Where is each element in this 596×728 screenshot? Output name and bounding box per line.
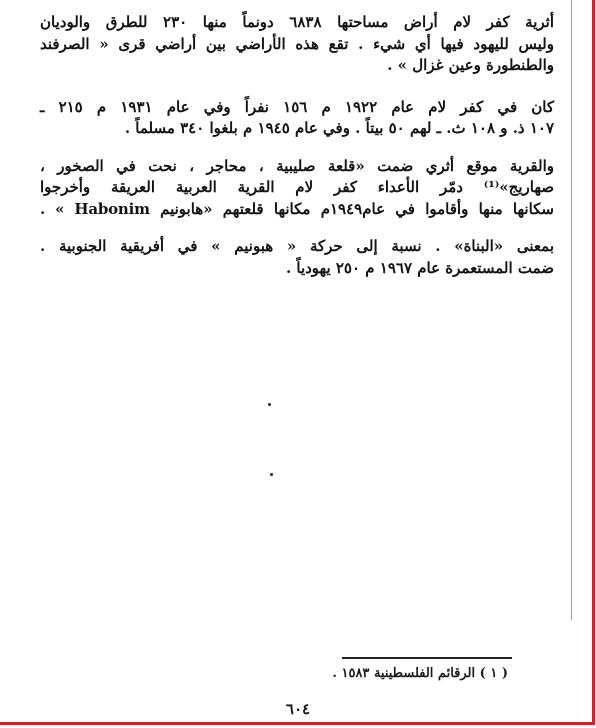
paragraph-land bbox=[40, 12, 554, 77]
footnote: ( ١ ) الرقائم الفلسطينية ١٥٨٣ . bbox=[332, 666, 508, 681]
text-line: والطنطورة وعين غزال » . bbox=[387, 56, 554, 74]
page-number: ٦٠٤ bbox=[285, 700, 311, 718]
text-line: صهاريج»⁽¹⁾ دمّر الأعداء كفر لام القرية العربية العريقة وأخرجوا bbox=[40, 178, 554, 196]
text-line: والقرية موقع أثري ضمت «قلعة صليبية ، محاجر ، نحت في الصخور ، bbox=[40, 156, 554, 175]
scan-speck bbox=[268, 403, 271, 406]
scan-speck bbox=[270, 473, 273, 476]
text-line: وليس لليهود فيها أي شيء . تقع هذه الأراضي بين أراضي قرى « الصرفند bbox=[40, 34, 554, 53]
text-body bbox=[40, 6, 554, 293]
paragraph-archaeology bbox=[40, 156, 554, 221]
text-line: بمعنى «البناة» . نسبة إلى حركة « هبونيم » في أفريقية الجنوبية . bbox=[40, 237, 554, 255]
footnote-separator bbox=[342, 657, 512, 659]
text-line: سكانها منها وأقاموا في عام١٩٤٩م مكانها قلعتهم «هابونيم Habonim » . bbox=[40, 199, 554, 218]
text-line: أثرية كفر لام أراض مساحتها ٦٨٣٨ دونماً منها ٢٣٠ للطرق والوديان bbox=[40, 13, 554, 31]
paragraph-settlement bbox=[40, 236, 554, 279]
text-line: ضمت المستعمرة عام ١٩٦٧ م ٢٥٠ يهودياً . bbox=[285, 258, 554, 277]
scan-edge-line bbox=[571, 0, 572, 620]
paragraph-population bbox=[40, 97, 554, 140]
text-line: ١٠٧ ذ. و ١٠٨ ث. ـ لهم ٥٠ بيتاً . وفي عام ١٩٤٥ م بلغوا ٣٤٠ مسلماً . bbox=[124, 119, 554, 137]
text-line: كان في كفر لام عام ١٩٢٢ م ١٥٦ نفراً وفي عام ١٩٣١ م ٢١٥ ـ bbox=[40, 97, 554, 116]
